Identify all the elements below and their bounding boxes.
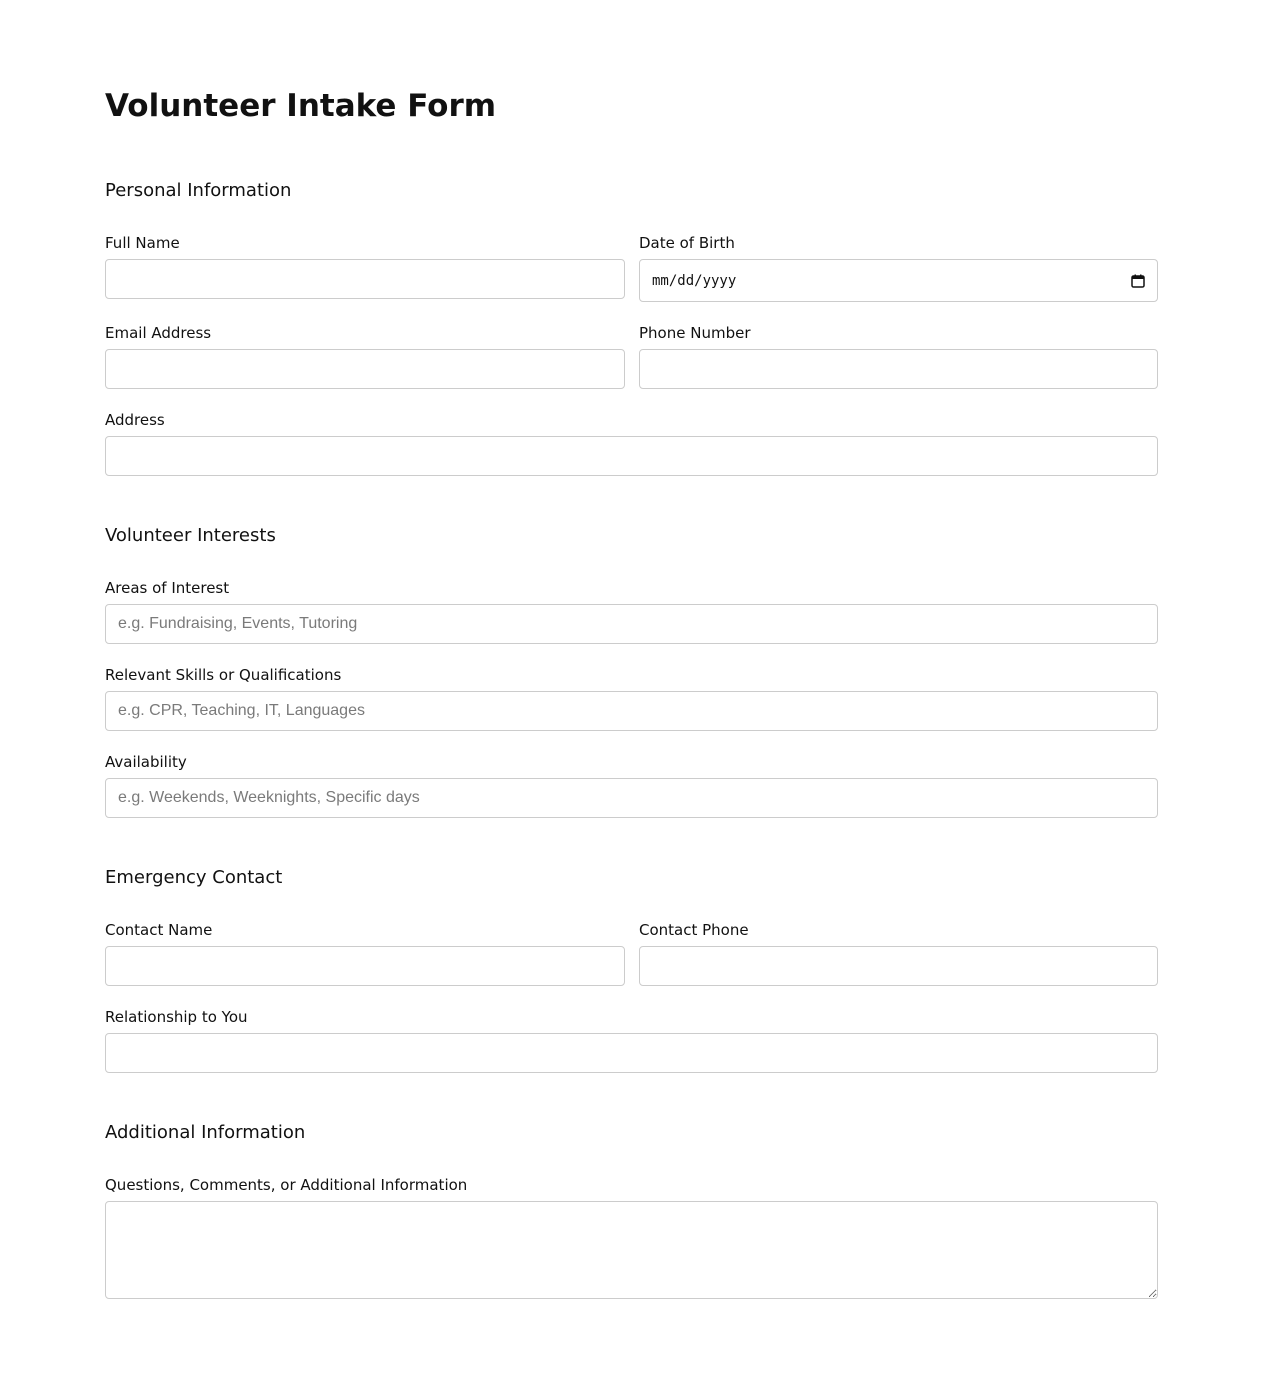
email-address-input[interactable] (105, 349, 625, 389)
comments-label: Questions, Comments, or Additional Information (105, 1176, 468, 1194)
availability-input[interactable] (105, 778, 1158, 818)
relationship-input[interactable] (105, 1033, 1158, 1073)
skills-input[interactable] (105, 691, 1158, 731)
skills-label: Relevant Skills or Qualifications (105, 666, 342, 684)
date-of-birth-label: Date of Birth (639, 234, 735, 252)
areas-of-interest-label: Areas of Interest (105, 579, 230, 597)
contact-name-label: Contact Name (105, 921, 213, 939)
full-name-label: Full Name (105, 234, 180, 252)
section-heading-additional-information: Additional Information (105, 1122, 306, 1143)
areas-of-interest-input[interactable] (105, 604, 1158, 644)
date-of-birth-placeholder: mm/dd/yyyy (652, 272, 737, 289)
section-heading-volunteer-interests: Volunteer Interests (105, 525, 276, 546)
address-input[interactable] (105, 436, 1158, 476)
relationship-label: Relationship to You (105, 1008, 248, 1026)
phone-number-input[interactable] (639, 349, 1158, 389)
contact-phone-input[interactable] (639, 946, 1158, 986)
contact-name-input[interactable] (105, 946, 625, 986)
email-address-label: Email Address (105, 324, 212, 342)
section-heading-emergency-contact: Emergency Contact (105, 867, 283, 888)
availability-label: Availability (105, 753, 187, 771)
full-name-input[interactable] (105, 259, 625, 299)
contact-phone-label: Contact Phone (639, 921, 749, 939)
address-label: Address (105, 411, 165, 429)
comments-textarea[interactable] (105, 1201, 1158, 1299)
calendar-icon[interactable] (1131, 274, 1145, 288)
page-title: Volunteer Intake Form (105, 88, 497, 124)
section-heading-personal-information: Personal Information (105, 180, 292, 201)
phone-number-label: Phone Number (639, 324, 751, 342)
date-of-birth-input[interactable] (639, 259, 1158, 302)
